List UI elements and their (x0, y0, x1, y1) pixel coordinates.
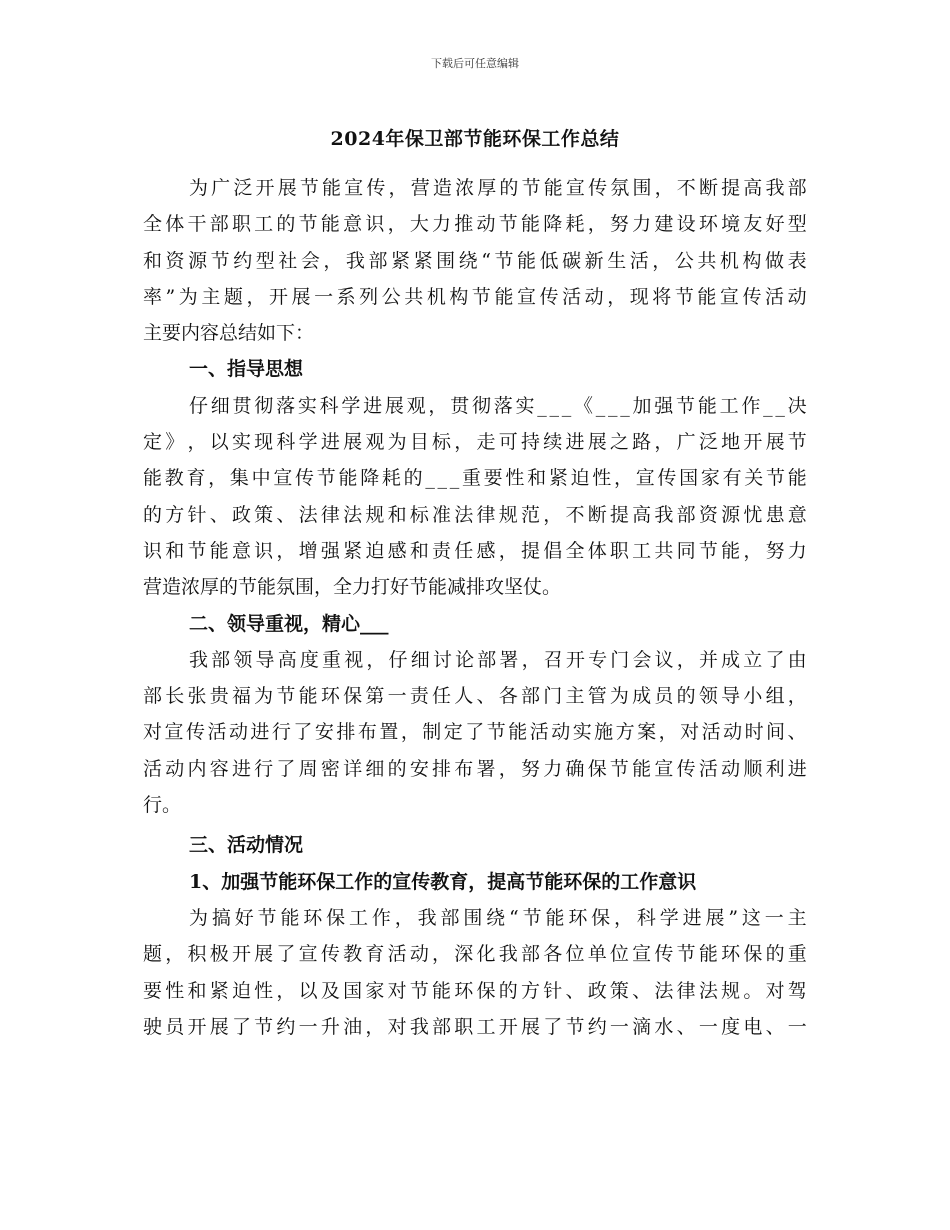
body-line: 率 ” 为 主 题 ， 开 展 一 系 列 公 共 机 构 节 能 宣 传 活 动 ， 现 将 节 能 宣 传 活 动 (143, 285, 807, 308)
body-line: 活 动 内 容 进 行 了 周 密 详 细 的 安 排 布 署 ， 努 力 确 保 节 能 宣 传 活 动 顺 利 进 (143, 757, 807, 780)
body-line: 为 搞 好 节 能 环 保 工 作 ， 我 部 围 绕 “ 节 能 环 保 ， 科 学 进 展 ” 这 一 主 (189, 906, 807, 929)
body-line: 要 性 和 紧 迫 性 ， 以 及 国 家 对 节 能 环 保 的 方 针 、 政 策 、 法 律 法 规 。 对 驾 (143, 979, 807, 1002)
body-line: 营造浓厚的节能氛围，全力打好节能减排攻坚仗。 (143, 576, 562, 599)
body-line: 识 和 节 能 意 识 ， 增 强 紧 迫 感 和 责 任 感 ， 提 倡 全 体 职 工 共 同 节 能 ， 努 力 (143, 539, 807, 562)
body-line: 我 部 领 导 高 度 重 视 ， 仔 细 讨 论 部 署 ， 召 开 专 门 会 议 ， 并 成 立 了 由 (189, 648, 807, 671)
body-line: 仔 细 贯 彻 落 实 科 学 进 展 观 ， 贯 彻 落 实 _ _ _ 《 _ _ _ 加 强 节 能 工 作 _ _ 决 (189, 394, 807, 417)
body-line: 能 教 育 ， 集 中 宣 传 节 能 降 耗 的 _ _ _ 重 要 性 和 紧 迫 性 ， 宣 传 国 家 有 关 节 能 (143, 467, 807, 490)
body-line: 行。 (143, 794, 182, 817)
section-heading-activities: 三、活动情况 (189, 834, 304, 857)
body-line: 驶 员 开 展 了 节 约 一 升 油 ， 对 我 部 职 工 开 展 了 节 约 一 滴 水 、 一 度 电 、 一 (143, 1015, 807, 1038)
section-heading-guiding-thought: 一、指导思想 (189, 358, 304, 381)
subsection-heading-publicity: 1、加强节能环保工作的宣传教育，提高节能环保的工作意识 (189, 870, 697, 893)
page-header-note: 下载后可任意编辑 (431, 57, 519, 70)
body-line: 的 方 针 、 政 策 、 法 律 法 规 和 标 准 法 律 规 范 ， 不 断 提 高 我 部 资 源 忧 患 意 (143, 503, 807, 526)
body-line: 部 长 张 贵 福 为 节 能 环 保 第 一 责 任 人 、 各 部 门 主 管 为 成 员 的 领 导 小 组 ， (143, 685, 807, 708)
document-body (143, 170, 807, 1045)
section-heading-leadership: 二、领导重视，精心___ (189, 612, 389, 635)
body-line: 题 ， 积 极 开 展 了 宣 传 教 育 活 动 ， 深 化 我 部 各 位 单 位 宣 传 节 能 环 保 的 重 (143, 943, 807, 966)
body-line: 对 宣 传 活 动 进 行 了 安 排 布 置 ， 制 定 了 节 能 活 动 实 施 方 案 ， 对 活 动 时 间 、 (143, 721, 807, 744)
body-line: 定 》 ， 以 实 现 科 学 进 展 观 为 目 标 ， 走 可 持 续 进 展 之 路 ， 广 泛 地 开 展 节 (143, 431, 807, 454)
body-line: 为 广 泛 开 展 节 能 宣 传 ， 营 造 浓 厚 的 节 能 宣 传 氛 围 ， 不 断 提 高 我 部 (189, 177, 807, 199)
body-line: 和 资 源 节 约 型 社 会 ， 我 部 紧 紧 围 绕 “ 节 能 低 碳 新 生 活 ， 公 共 机 构 做 表 (143, 249, 807, 272)
document-title: 2024年保卫部节能环保工作总结 (330, 128, 620, 150)
body-line: 主要内容总结如下： (143, 322, 315, 345)
body-line: 全 体 干 部 职 工 的 节 能 意 识 ， 大 力 推 动 节 能 降 耗 ， 努 力 建 设 环 境 友 好 型 (143, 213, 807, 236)
